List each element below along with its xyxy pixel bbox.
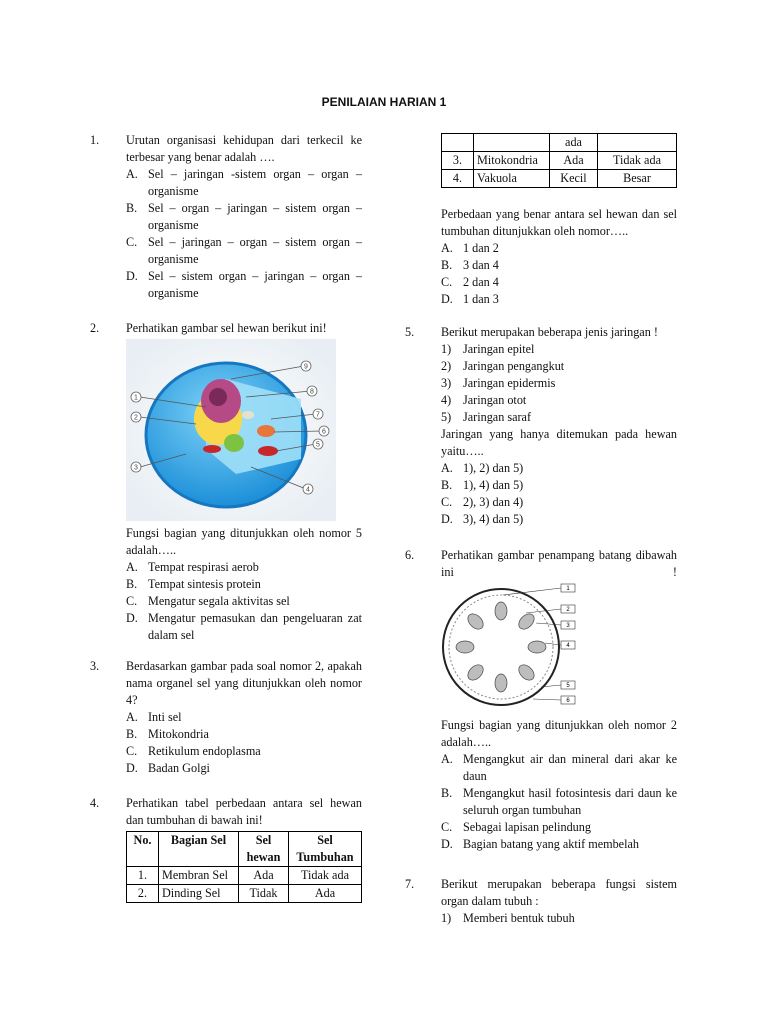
- table-cell: Ada: [550, 152, 598, 170]
- mitochondria-shape-2: [203, 445, 221, 453]
- option-text: Tempat respirasi aerob: [148, 560, 259, 574]
- question-text: Jaringan yang hanya ditemukan pada hewan yaitu…..: [441, 427, 677, 458]
- vascular-bundle: [495, 674, 507, 692]
- option-text: 3), 4) dan 5): [463, 512, 524, 526]
- table-cell: 1.: [127, 867, 159, 885]
- option-text: 2 dan 4: [463, 275, 499, 289]
- option: [441, 819, 677, 836]
- table-cell: Tidak ada: [598, 152, 677, 170]
- option-text: Sel – organ – jaringan – sistem organ – organisme: [148, 201, 362, 232]
- question-number: 7.: [405, 877, 415, 891]
- option-label: B.: [441, 786, 453, 800]
- table-cell: Besar: [598, 170, 677, 188]
- table-cell: ada: [550, 134, 598, 152]
- list-item: [441, 409, 677, 426]
- list-item-text: Jaringan saraf: [463, 410, 532, 424]
- option-label: C.: [441, 820, 453, 834]
- items-list: [441, 341, 677, 426]
- option: [126, 166, 362, 200]
- table-cell: [598, 134, 677, 152]
- option: [441, 494, 677, 511]
- option-text: Mengangkut air dan mineral dari akar ke daun: [463, 752, 677, 783]
- option-label: D.: [126, 761, 138, 775]
- list-item: [441, 910, 677, 927]
- option-label: A.: [126, 710, 138, 724]
- option-text: 3 dan 4: [463, 258, 499, 272]
- list-item-text: Memberi bentuk tubuh: [463, 911, 575, 925]
- vascular-bundle: [528, 641, 546, 653]
- option: [126, 743, 362, 760]
- items-list: [441, 910, 677, 927]
- table-header: Sel hewan: [239, 832, 289, 867]
- vascular-bundle: [495, 602, 507, 620]
- option-label: A.: [441, 241, 453, 255]
- option-label: D.: [126, 269, 138, 283]
- comparison-table: [126, 831, 362, 903]
- mitochondria-shape: [258, 446, 278, 456]
- option-label: B.: [441, 478, 453, 492]
- option-label: A.: [126, 167, 138, 181]
- options-list: [441, 240, 677, 308]
- option: [126, 559, 362, 576]
- table-cell: Ada: [239, 867, 289, 885]
- table-cell: 3.: [442, 152, 474, 170]
- option-label: A.: [441, 752, 453, 766]
- animal-cell-diagram: [126, 339, 336, 521]
- label-number: 3: [566, 623, 570, 629]
- list-item-text: Jaringan pengangkut: [463, 359, 565, 373]
- option: [441, 477, 677, 494]
- option-text: Mengatur segala aktivitas sel: [148, 594, 290, 608]
- option-label: B.: [126, 577, 138, 591]
- question-number: 6.: [405, 548, 415, 562]
- label-number: 2: [134, 414, 138, 422]
- label-number: 8: [310, 388, 314, 396]
- question-number: 4.: [90, 796, 100, 810]
- option-label: B.: [441, 258, 453, 272]
- label-number: 5: [566, 683, 570, 689]
- list-item: [441, 392, 677, 409]
- option-text: Bagian batang yang aktif membelah: [463, 837, 639, 851]
- option-label: C.: [126, 744, 138, 758]
- label-number: 9: [304, 363, 308, 371]
- table-header: No.: [127, 832, 159, 867]
- option: [441, 785, 677, 819]
- label-number: 2: [566, 607, 570, 613]
- option: [441, 257, 677, 274]
- table-cell: Mitokondria: [474, 152, 550, 170]
- options-list: [441, 460, 677, 528]
- label-number: 3: [134, 464, 138, 472]
- option-text: Inti sel: [148, 710, 182, 724]
- option: [126, 268, 362, 302]
- option-text: Mengatur pemasukan dan pengeluaran zat dalam sel: [148, 611, 362, 642]
- list-item-text: Jaringan epidermis: [463, 376, 556, 390]
- option: [126, 576, 362, 593]
- option-text: Retikulum endoplasma: [148, 744, 261, 758]
- option: [126, 760, 362, 777]
- diagram-labels: [561, 584, 575, 704]
- option: [126, 709, 362, 726]
- option-label: A.: [441, 461, 453, 475]
- label-number: 7: [316, 411, 320, 419]
- list-item: [441, 375, 677, 392]
- option-text: Mitokondria: [148, 727, 209, 741]
- nucleolus-shape: [209, 388, 227, 406]
- question-number: 5.: [405, 325, 415, 339]
- option: [126, 726, 362, 743]
- option-label: C.: [126, 235, 138, 249]
- table-cell: Tidak ada: [289, 867, 362, 885]
- table-cell: [442, 134, 474, 152]
- table-row: [127, 867, 362, 885]
- golgi-shape: [257, 425, 275, 437]
- option: [126, 200, 362, 234]
- question-text: Perbedaan yang benar antara sel hewan dan sel tumbuhan ditunjukkan oleh nomor…..: [441, 207, 677, 238]
- option: [441, 460, 677, 477]
- option-text: 1), 2) dan 5): [463, 461, 524, 475]
- option: [126, 234, 362, 268]
- label-number: 1: [566, 586, 570, 592]
- option-label: B.: [126, 201, 138, 215]
- centriole-shape: [242, 411, 254, 419]
- table-row: [127, 885, 362, 903]
- table-cell: 2.: [127, 885, 159, 903]
- question-text: Fungsi bagian yang ditunjukkan oleh nomor 2 adalah…..: [441, 718, 677, 749]
- option-label: A.: [126, 560, 138, 574]
- option-label: C.: [126, 594, 138, 608]
- option-label: D.: [126, 611, 138, 625]
- option-label: B.: [126, 727, 138, 741]
- question-stem: Perhatikan tabel perbedaan antara sel hewan dan tumbuhan di bawah ini!: [126, 796, 362, 827]
- option-text: 1), 4) dan 5): [463, 478, 524, 492]
- question-stem: Perhatikan gambar penampang batang dibawah ini !: [441, 548, 677, 579]
- options-list: [126, 709, 362, 777]
- list-item-label: 3): [441, 376, 452, 390]
- list-item-label: 5): [441, 410, 452, 424]
- question-number: 2.: [90, 321, 100, 335]
- option-text: Sel – jaringan – organ – sistem organ – organisme: [148, 235, 362, 266]
- table-row: [442, 134, 677, 152]
- option-label: C.: [441, 495, 453, 509]
- label-number: 4: [306, 486, 310, 494]
- label-number: 5: [316, 441, 320, 449]
- options-list: [126, 559, 362, 644]
- question-number: 1.: [90, 133, 100, 147]
- option: [126, 610, 362, 644]
- option-label: C.: [441, 275, 453, 289]
- option: [441, 274, 677, 291]
- option-text: Badan Golgi: [148, 761, 210, 775]
- list-item: [441, 341, 677, 358]
- table-cell: Kecil: [550, 170, 598, 188]
- option: [441, 240, 677, 257]
- option-text: Sel – sistem organ – jaringan – organ – organisme: [148, 269, 362, 300]
- table-cell: [474, 134, 550, 152]
- question-stem: Berikut merupakan beberapa fungsi sistem organ dalam tubuh :: [441, 877, 677, 908]
- list-item-label: 4): [441, 393, 452, 407]
- vascular-bundle: [456, 641, 474, 653]
- question-stem: Urutan organisasi kehidupan dari terkecil ke terbesar yang benar adalah ….: [126, 133, 362, 164]
- option-text: Mengangkut hasil fotosintesis dari daun ke seluruh organ tumbuhan: [463, 786, 677, 817]
- list-item-label: 1): [441, 342, 452, 356]
- question-number: 3.: [90, 659, 100, 673]
- table-cell: Membran Sel: [159, 867, 239, 885]
- option-text: 1 dan 3: [463, 292, 499, 306]
- option: [441, 511, 677, 528]
- table-row: [442, 152, 677, 170]
- list-item: [441, 358, 677, 375]
- option-text: 2), 3) dan 4): [463, 495, 524, 509]
- label-number: 1: [134, 394, 138, 402]
- label-number: 4: [566, 643, 570, 649]
- table-cell: Dinding Sel: [159, 885, 239, 903]
- option-text: 1 dan 2: [463, 241, 499, 255]
- option-text: Sebagai lapisan pelindung: [463, 820, 591, 834]
- option: [441, 751, 677, 785]
- question-text: Fungsi bagian yang ditunjukkan oleh nomor 5 adalah…..: [126, 526, 362, 557]
- option: [126, 593, 362, 610]
- list-item-label: 1): [441, 911, 452, 925]
- options-list: [441, 751, 677, 853]
- question-stem: Berdasarkan gambar pada soal nomor 2, apakah nama organel sel yang ditunjukkan oleh nomor 4?: [126, 659, 362, 707]
- question-4-continued: [441, 133, 677, 308]
- options-list: [126, 166, 362, 302]
- table-cell: Tidak: [239, 885, 289, 903]
- table-header: Bagian Sel: [159, 832, 239, 867]
- option: [441, 836, 677, 853]
- list-item-text: Jaringan otot: [463, 393, 527, 407]
- option-label: D.: [441, 837, 453, 851]
- question-stem: Berikut merupakan beberapa jenis jaringan !: [441, 325, 658, 339]
- label-number: 6: [322, 428, 326, 436]
- option: [441, 291, 677, 308]
- lysosome-shape: [224, 434, 244, 452]
- table-cell: 4.: [442, 170, 474, 188]
- page-title: PENILAIAN HARIAN 1: [321, 95, 447, 109]
- table-cell: Ada: [289, 885, 362, 903]
- option-text: Tempat sintesis protein: [148, 577, 261, 591]
- stem-cross-section-diagram: [441, 583, 581, 713]
- option-label: D.: [441, 292, 453, 306]
- question-stem: Perhatikan gambar sel hewan berikut ini!: [126, 321, 327, 335]
- option-text: Sel – jaringan -sistem organ – organ – organisme: [148, 167, 362, 198]
- label-number: 6: [566, 698, 570, 704]
- option-label: D.: [441, 512, 453, 526]
- table-cell: Vakuola: [474, 170, 550, 188]
- list-item-label: 2): [441, 359, 452, 373]
- list-item-text: Jaringan epitel: [463, 342, 535, 356]
- table-header: Sel Tumbuhan: [289, 832, 362, 867]
- table-row: [442, 170, 677, 188]
- comparison-table-continued: [441, 133, 677, 188]
